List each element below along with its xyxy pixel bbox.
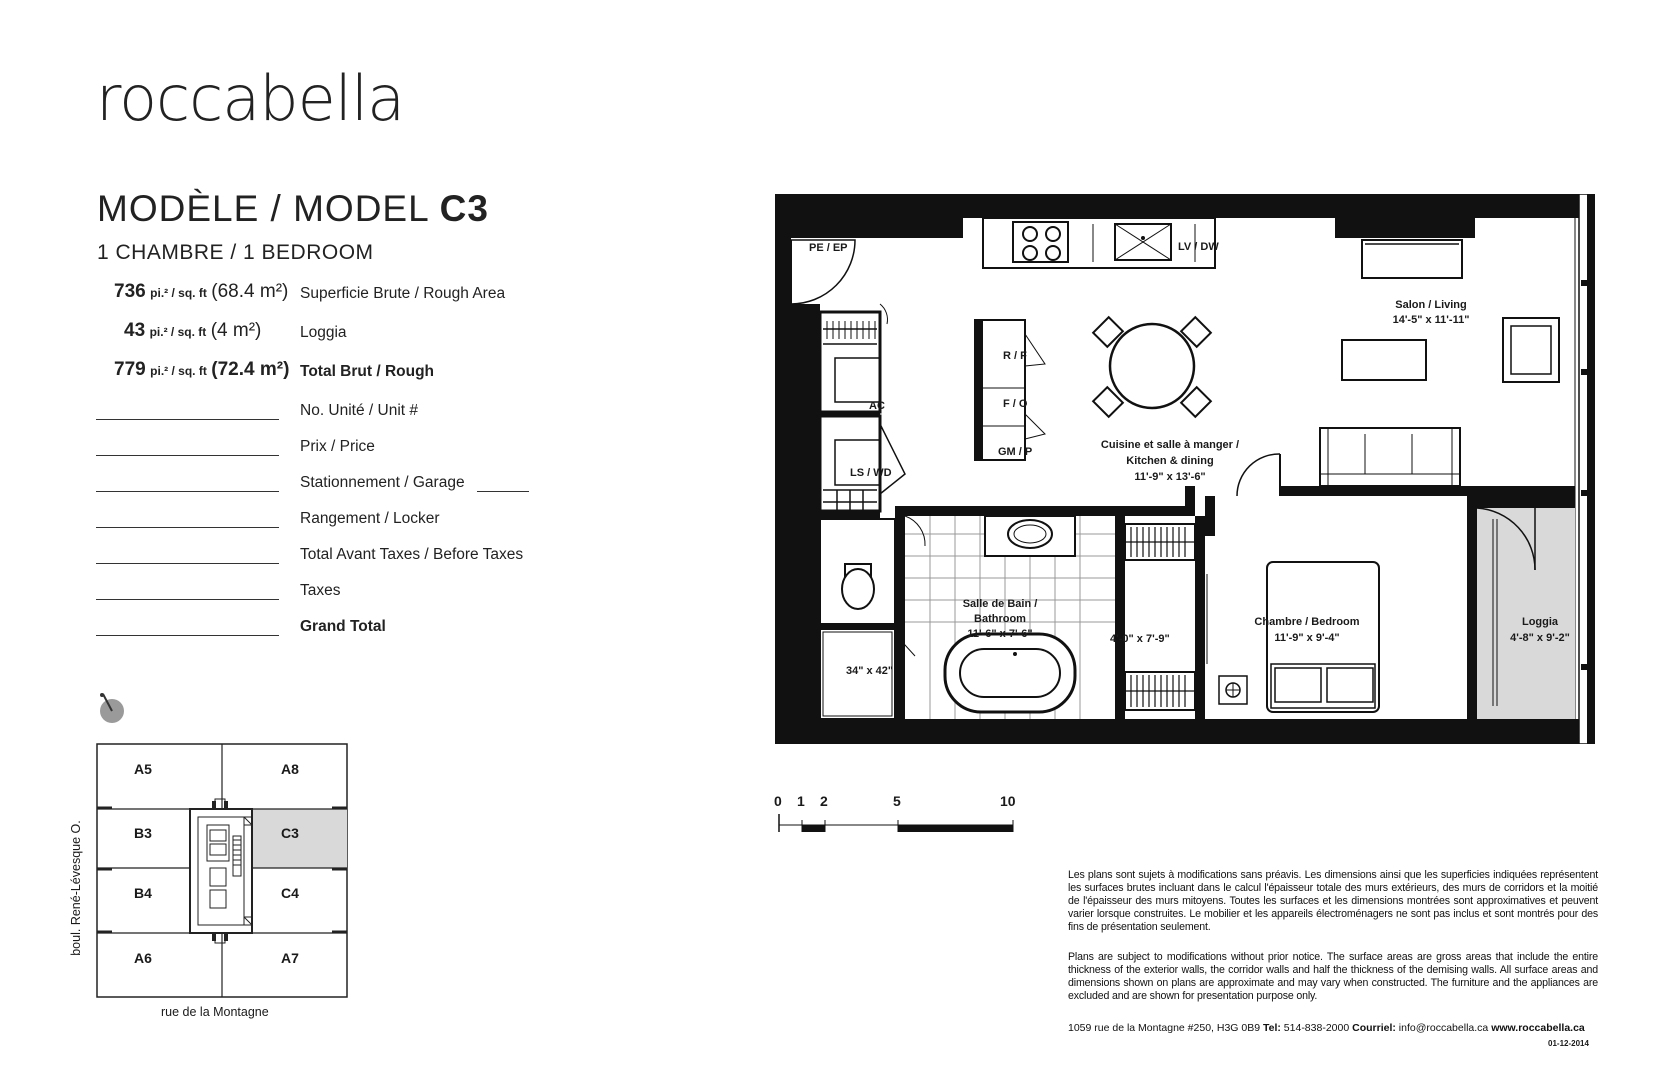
area-sqft: 736 [114, 281, 146, 302]
room-bathroom [945, 597, 1055, 642]
keyplan-unit-b3: B3 [134, 825, 152, 841]
footer-email-label: Courriel: [1352, 1022, 1396, 1034]
model-subtitle: 1 CHAMBRE / 1 BEDROOM [97, 241, 374, 264]
keyplan-unit-a8: A8 [281, 761, 299, 777]
form-label-grand-total: Grand Total [300, 618, 386, 635]
room-kitchen-dim: 11'-9" x 13'-6" [1134, 471, 1206, 483]
scale-tick-1: 1 [797, 793, 805, 809]
footer-date: 01-12-2014 [1548, 1039, 1589, 1048]
model-prefix: MODÈLE / MODEL [97, 188, 429, 229]
scale-tick-0: 0 [774, 793, 782, 809]
form-blank-line[interactable] [96, 455, 279, 456]
form-label-before-taxes: Total Avant Taxes / Before Taxes [300, 546, 524, 563]
label-lv-dw: LV / DW [1178, 241, 1219, 253]
area-sqft: 43 [124, 320, 146, 341]
room-bath-name2: Bathroom [974, 613, 1026, 625]
form-label-price: Prix / Price [300, 438, 375, 455]
keyplan-unit-b4: B4 [134, 885, 152, 901]
label-ls-wd: LS / WD [850, 467, 892, 479]
street-bottom-label: rue de la Montagne [161, 1005, 269, 1019]
form-blank-line[interactable] [96, 635, 279, 636]
form-blank-line-parking[interactable] [477, 491, 529, 492]
label-pe-ep: PE / EP [809, 242, 848, 254]
street-left-label: boul. René-Lévesque O. [69, 820, 83, 956]
brand-logo: roccabella [96, 62, 405, 135]
scale-tick-10: 10 [1000, 793, 1016, 809]
label-gmp: GM / P [998, 446, 1033, 458]
label-closet-dim: 4'-0" x 7'-9" [1110, 633, 1170, 645]
form-blank-line[interactable] [96, 599, 279, 600]
area-row-loggia [124, 320, 261, 342]
keyplan-unit-a6: A6 [134, 950, 152, 966]
area-row-total [114, 359, 289, 381]
disclaimer-french: Les plans sont sujets à modifications sans préavis. Les dimensions ainsi que les superficies indiquées représentent les surfaces brutes incluant dans le calcul l'épaisseur totale des murs extérieurs, des murs de corridors et la moitié de l'épaisseur des murs mitoyens. Toutes les surfaces et les dimensions montrées sont approximatives et peuvent varier lorsque construites. Le mobilier et les appareils électroménagers ne sont pas inclus et sont montrés pour des fins de présentation seulement. [1068, 869, 1598, 933]
room-living [1361, 298, 1501, 328]
compass-icon [96, 692, 128, 726]
scale-tick-2: 2 [820, 793, 828, 809]
area-label-total: Total Brut / Rough [300, 363, 435, 380]
scale-tick-5: 5 [893, 793, 901, 809]
form-label-locker: Rangement / Locker [300, 510, 440, 527]
keyplan-unit-a5: A5 [134, 761, 152, 777]
label-ac: AC [869, 400, 885, 412]
room-kitchen-name1: Cuisine et salle à manger / [1100, 439, 1240, 451]
room-kitchen-name2: Kitchen & dining [1126, 455, 1214, 467]
footer-tel[interactable]: 514-838-2000 [1283, 1022, 1350, 1034]
form-label-unit: No. Unité / Unit # [300, 402, 419, 419]
area-row-gross [114, 281, 288, 303]
room-loggia-dim: 4'-8" x 9'-2" [1510, 632, 1570, 644]
area-m2: (68.4 m²) [211, 281, 289, 302]
room-bed-name: Chambre / Bedroom [1254, 616, 1360, 628]
area-unit: pi.² / sq. ft [150, 286, 207, 300]
disclaimer-english: Plans are subject to modifications without prior notice. The surface areas are gross areas that include the entire thickness of the exterior walls, the corridor walls and half the thickness of the demising walls. All surface areas and dimensions shown on plans are approximate and may vary when constructed. The furniture and the appliances are excluded and are shown for presentation purpose only. [1068, 951, 1598, 1002]
form-blank-line[interactable] [96, 419, 279, 420]
keyplan-unit-c4: C4 [281, 885, 299, 901]
footer-address: 1059 rue de la Montagne #250, H3G 0B9 [1068, 1022, 1261, 1034]
room-living-dim: 14'-5" x 11'-11" [1392, 314, 1470, 326]
room-bath-name1: Salle de Bain / [962, 598, 1038, 610]
form-blank-line[interactable] [96, 527, 279, 528]
area-m2: (72.4 m²) [211, 359, 290, 380]
room-bath-dim: 11'-6" x 7'-6" [967, 628, 1033, 640]
form-label-taxes: Taxes [300, 582, 341, 599]
footer-contact [1068, 1022, 1598, 1034]
footer-email[interactable]: info@roccabella.ca [1398, 1022, 1489, 1034]
scale-bar [778, 812, 1018, 834]
label-rf: R / F [1003, 350, 1027, 362]
footer-tel-label: Tel: [1262, 1022, 1281, 1034]
area-m2: (4 m²) [210, 320, 262, 341]
footer-web[interactable]: www.roccabella.ca [1491, 1022, 1585, 1034]
keyplan-highlight-c3 [252, 809, 347, 868]
label-shower-dim: 34" x 42" [846, 665, 894, 677]
area-sqft: 779 [114, 359, 146, 380]
form-label-parking: Stationnement / Garage [300, 474, 465, 491]
keyplan-unit-a7: A7 [281, 950, 299, 966]
room-loggia-name: Loggia [1521, 616, 1559, 628]
area-unit: pi.² / sq. ft [149, 325, 207, 339]
key-plan [60, 740, 360, 1030]
area-unit: pi.² / sq. ft [150, 364, 207, 378]
label-fo: F / O [1003, 398, 1028, 410]
room-bedroom [1247, 614, 1367, 646]
area-label-gross: Superficie Brute / Rough Area [300, 285, 506, 302]
model-title [97, 188, 489, 230]
room-bed-dim: 11'-9" x 9'-4" [1274, 632, 1340, 644]
form-blank-line[interactable] [96, 491, 279, 492]
room-living-name: Salon / Living [1395, 299, 1467, 311]
keyplan-unit-c3: C3 [281, 825, 299, 841]
area-label-loggia: Loggia [300, 324, 347, 341]
room-loggia [1495, 614, 1585, 646]
form-blank-line[interactable] [96, 563, 279, 564]
model-code: C3 [439, 188, 489, 229]
room-kitchen [1085, 437, 1255, 485]
